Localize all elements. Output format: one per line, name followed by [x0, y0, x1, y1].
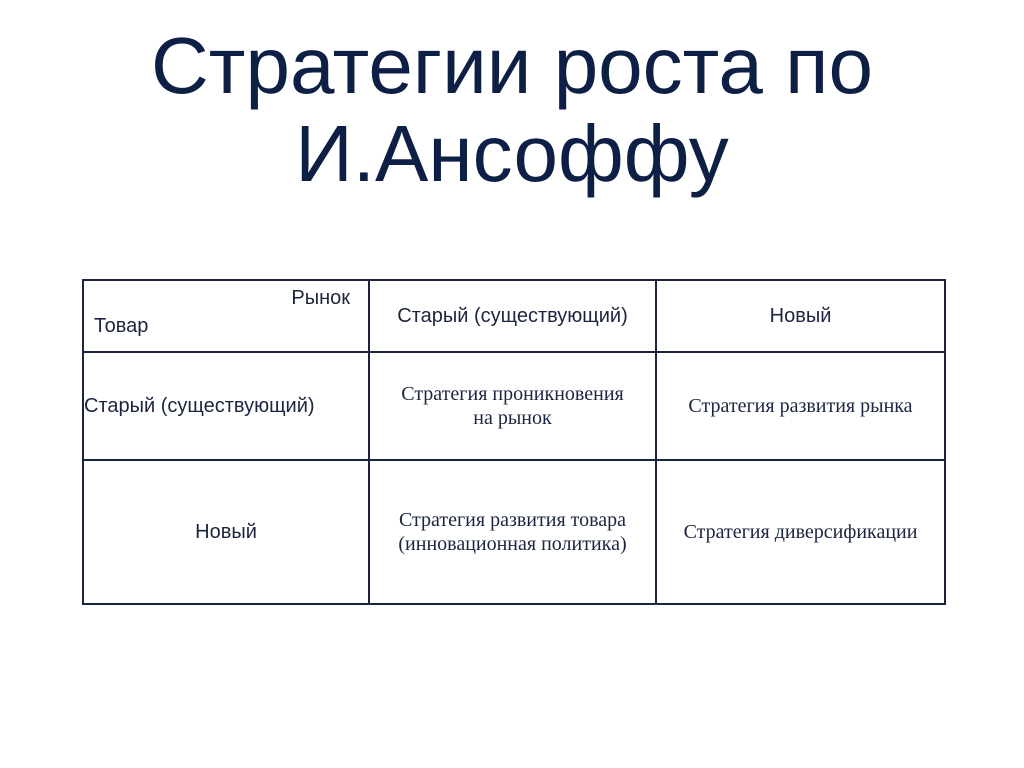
market-development-text: Стратегия развития рынка [688, 395, 913, 417]
cell-product-development [369, 460, 656, 604]
column-header-old-market [369, 280, 656, 352]
diversification-text: Стратегия диверсификации [683, 521, 918, 543]
market-axis-label: Рынок [291, 287, 350, 309]
corner-cell [83, 280, 369, 352]
column-header-new-label: Новый [769, 304, 832, 327]
title-line-1: Стратегии роста по [151, 21, 873, 110]
title-line-2: И.Ансоффу [295, 109, 729, 198]
row-header-old-label: Старый (существующий) [84, 394, 315, 417]
row-header-new-product [83, 460, 369, 604]
row-header-new-label: Новый [195, 520, 257, 543]
column-header-old-label: Старый (существующий) [397, 304, 628, 327]
product-development-line-1: Стратегия развития товара [398, 509, 627, 531]
cell-market-development [656, 352, 945, 460]
market-penetration-line-2: на рынок [473, 407, 552, 429]
column-header-new-market [656, 280, 945, 352]
slide-title [0, 22, 1024, 198]
product-development-line-2: (инновационная политика) [398, 533, 627, 555]
row-new-product [83, 460, 945, 604]
product-axis-label: Товар [94, 315, 149, 337]
header-row [83, 280, 945, 352]
cell-diversification [656, 460, 945, 604]
row-header-old-product [83, 352, 369, 460]
row-old-product [83, 352, 945, 460]
cell-market-penetration [369, 352, 656, 460]
ansoff-matrix [82, 279, 946, 605]
market-penetration-line-1: Стратегия проникновения [401, 383, 624, 405]
